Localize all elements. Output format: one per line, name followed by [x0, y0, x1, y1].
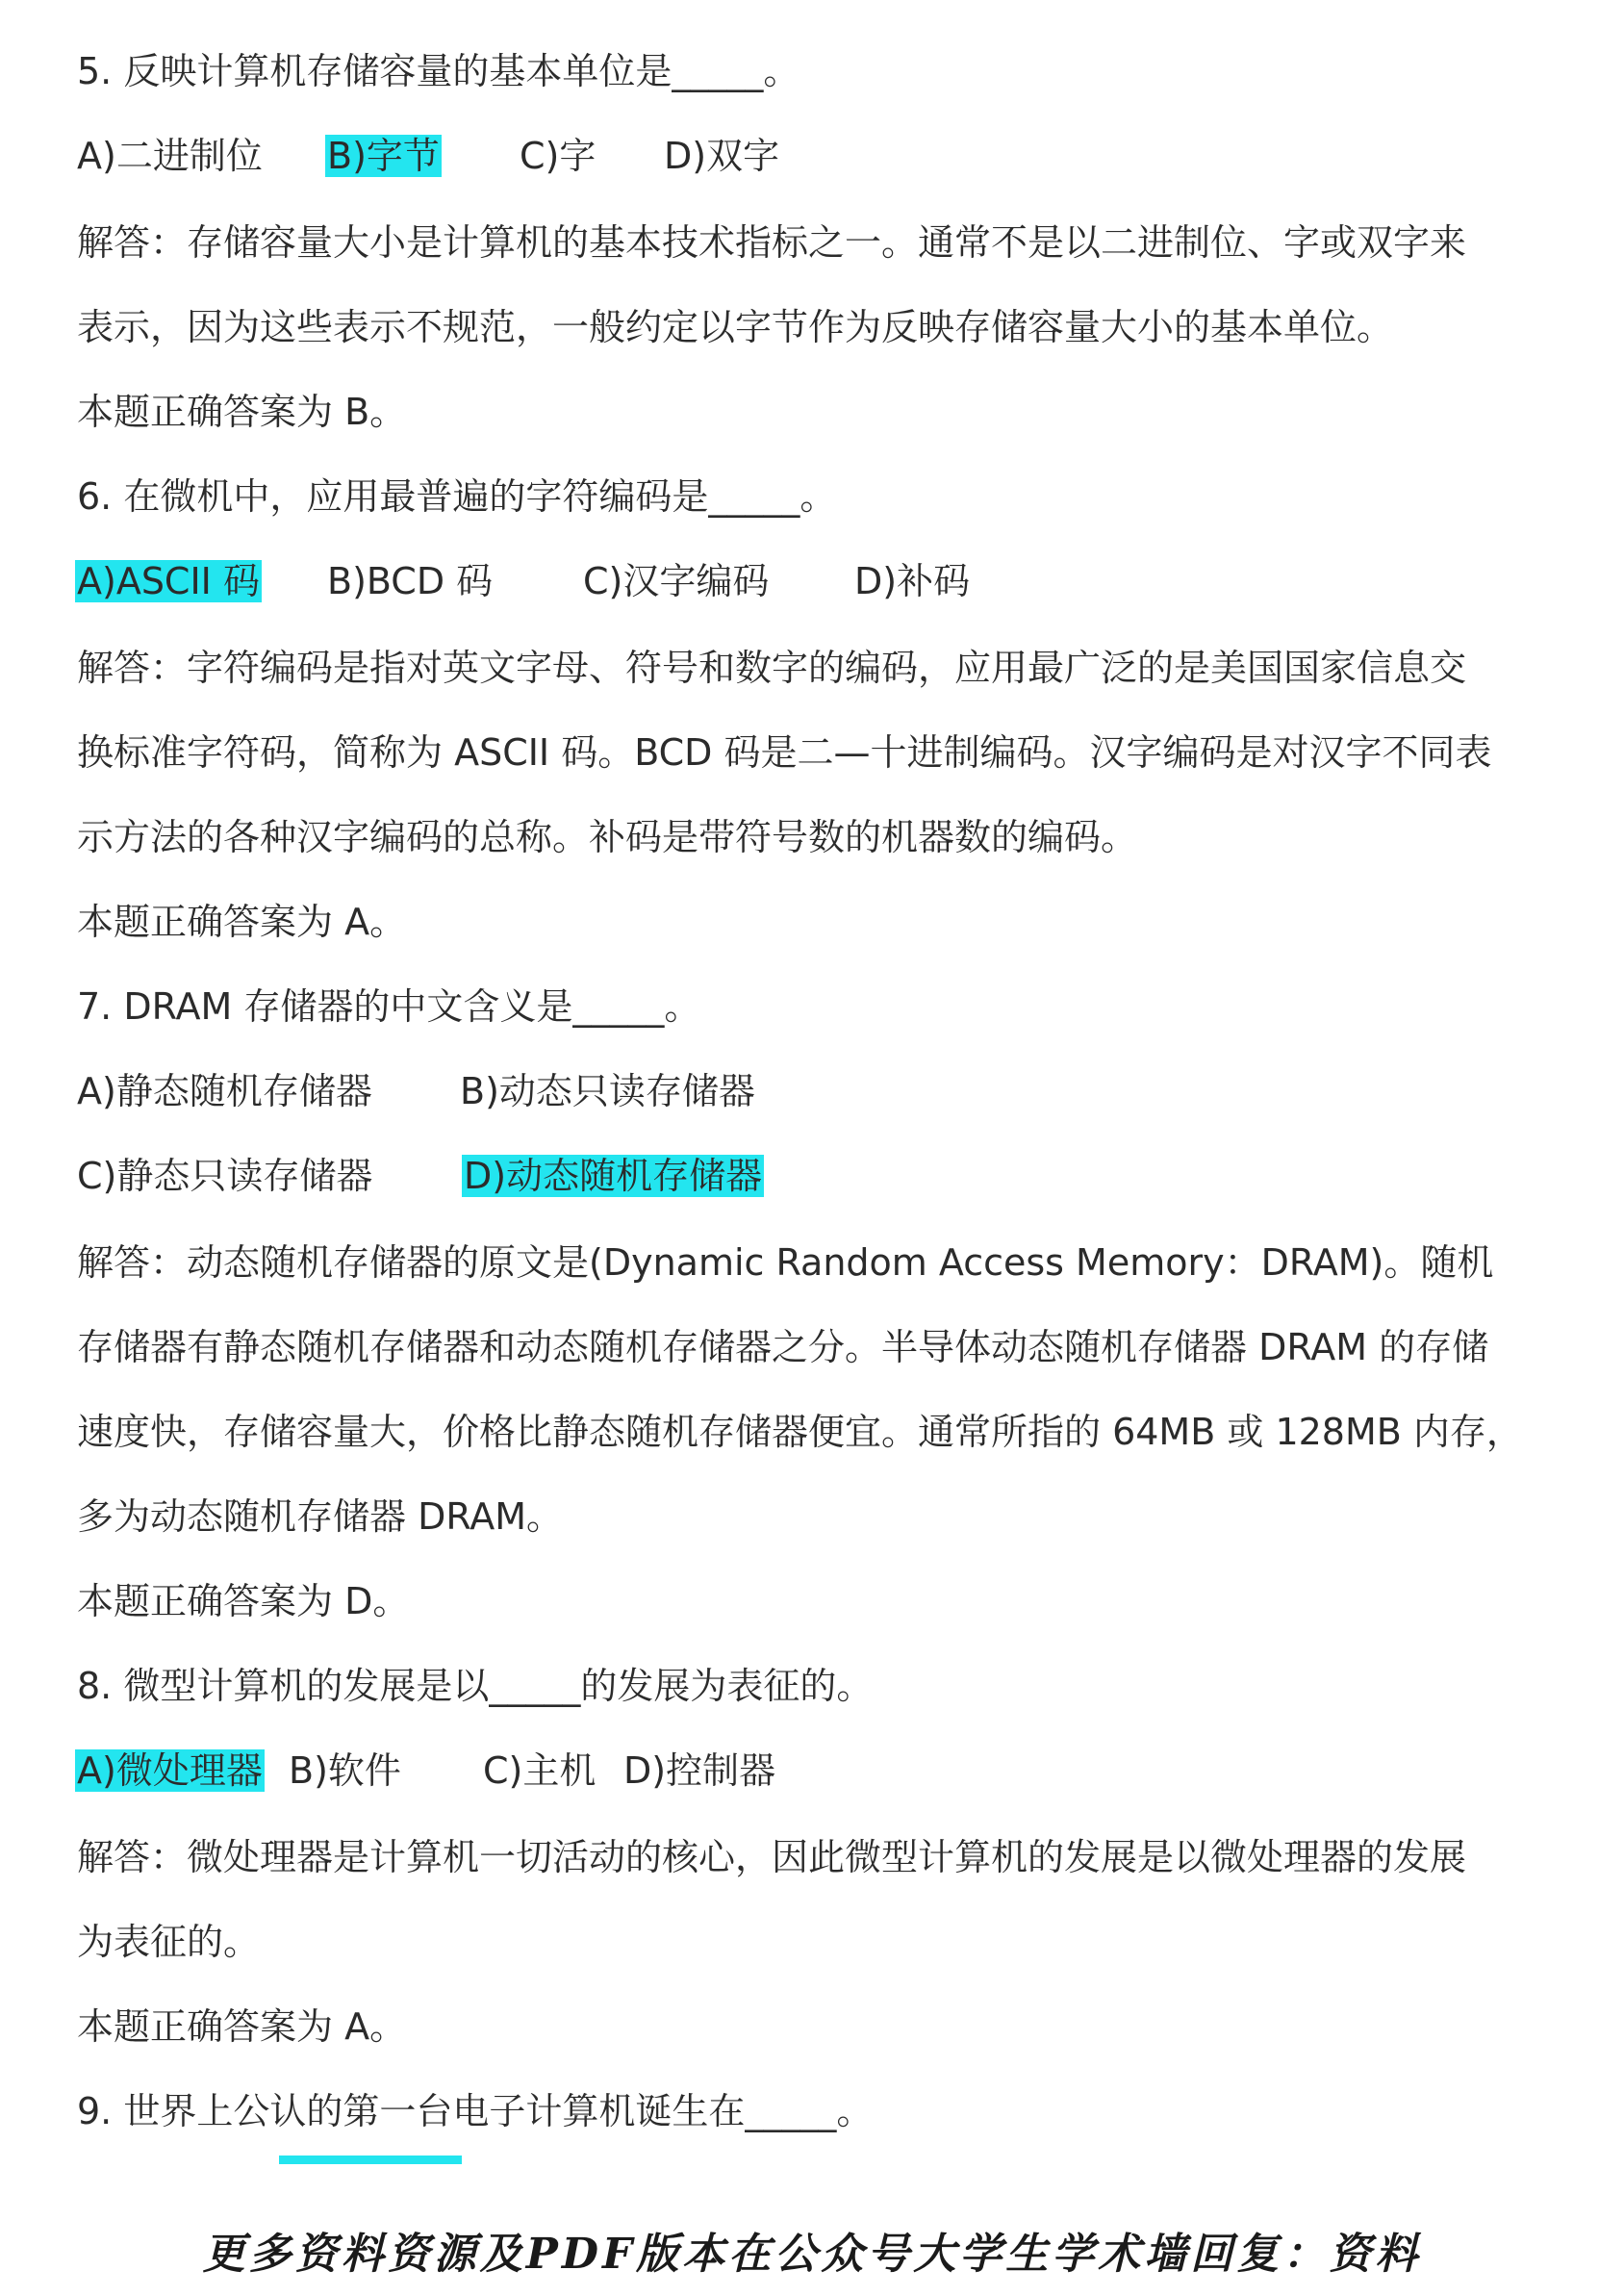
q8-answer: 本题正确答案为 A。 — [77, 2005, 407, 2048]
q5-option-b-highlight: B)字节 — [327, 135, 440, 177]
q6-option-b: B)BCD 码 — [327, 560, 494, 602]
q8-explanation-line-2: 为表征的。 — [77, 1921, 261, 1963]
q6-explanation-line-2: 换标准字符码，简称为 ASCII 码。BCD 码是二—十进制编码。汉字编码是对汉字不同表 — [77, 731, 1492, 774]
q7-explanation-line-1: 解答：动态随机存储器的原文是(Dynamic Random Access Memory：DRAM)。随机 — [77, 1241, 1494, 1284]
q7-explanation-line-2: 存储器有静态随机存储器和动态随机存储器之分。半导体动态随机存储器 DRAM 的存储 — [77, 1326, 1489, 1368]
q7-answer: 本题正确答案为 D。 — [77, 1580, 410, 1622]
q8-stem: 8. 微型计算机的发展是以_____的发展为表征的。 — [77, 1665, 874, 1707]
q7-option-d — [462, 1147, 764, 1205]
q7-option-d-highlight: D)动态随机存储器 — [464, 1155, 763, 1197]
footer-promo: 更多资料资源及PDF版本在公众号大学生学术墙回复：资料 — [202, 2230, 1422, 2279]
q5-option-a: A)二进制位 — [77, 135, 263, 177]
q7-explanation-line-4: 多为动态随机存储器 DRAM。 — [77, 1495, 563, 1538]
q6-option-c: C)汉字编码 — [583, 560, 770, 602]
q8-option-a — [75, 1742, 265, 1799]
q7-stem: 7. DRAM 存储器的中文含义是_____。 — [77, 985, 701, 1028]
q5-option-d: D)双字 — [664, 135, 780, 177]
q7-option-c: C)静态只读存储器 — [77, 1155, 373, 1197]
highlight-fragment — [279, 2156, 462, 2164]
q7-option-a: A)静态随机存储器 — [77, 1070, 372, 1112]
q8-explanation-line-1: 解答：微处理器是计算机一切活动的核心，因此微型计算机的发展是以微处理器的发展 — [77, 1836, 1467, 1878]
q6-answer: 本题正确答案为 A。 — [77, 901, 407, 943]
q5-explanation-line-2: 表示，因为这些表示不规范，一般约定以字节作为反映存储容量大小的基本单位。 — [77, 306, 1394, 348]
q5-option-b — [325, 127, 442, 185]
q6-stem: 6. 在微机中，应用最普遍的字符编码是_____。 — [77, 475, 837, 518]
q8-option-d: D)控制器 — [623, 1749, 776, 1792]
q8-option-c: C)主机 — [483, 1749, 596, 1792]
q5-explanation-line-1: 解答：存储容量大小是计算机的基本技术指标之一。通常不是以二进制位、字或双字来 — [77, 221, 1467, 264]
q6-explanation-line-3: 示方法的各种汉字编码的总称。补码是带符号数的机器数的编码。 — [77, 816, 1138, 858]
q6-option-d: D)补码 — [854, 560, 971, 602]
q5-option-c: C)字 — [520, 135, 596, 177]
q6-option-a-highlight: A)ASCII 码 — [77, 560, 260, 602]
q7-option-b: B)动态只读存储器 — [460, 1070, 755, 1112]
q9-stem: 9. 世界上公认的第一台电子计算机诞生在_____。 — [77, 2090, 874, 2132]
q6-explanation-line-1: 解答：字符编码是指对英文字母、符号和数字的编码，应用最广泛的是美国国家信息交 — [77, 647, 1467, 689]
q6-option-a — [75, 552, 262, 610]
q7-explanation-line-3: 速度快，存储容量大，价格比静态随机存储器便宜。通常所指的 64MB 或 128MB 内存， — [77, 1411, 1523, 1453]
q8-option-a-highlight: A)微处理器 — [77, 1749, 263, 1792]
q5-answer: 本题正确答案为 B。 — [77, 391, 407, 433]
q5-stem: 5. 反映计算机存储容量的基本单位是_____。 — [77, 50, 800, 92]
q8-option-b: B)软件 — [289, 1749, 401, 1792]
